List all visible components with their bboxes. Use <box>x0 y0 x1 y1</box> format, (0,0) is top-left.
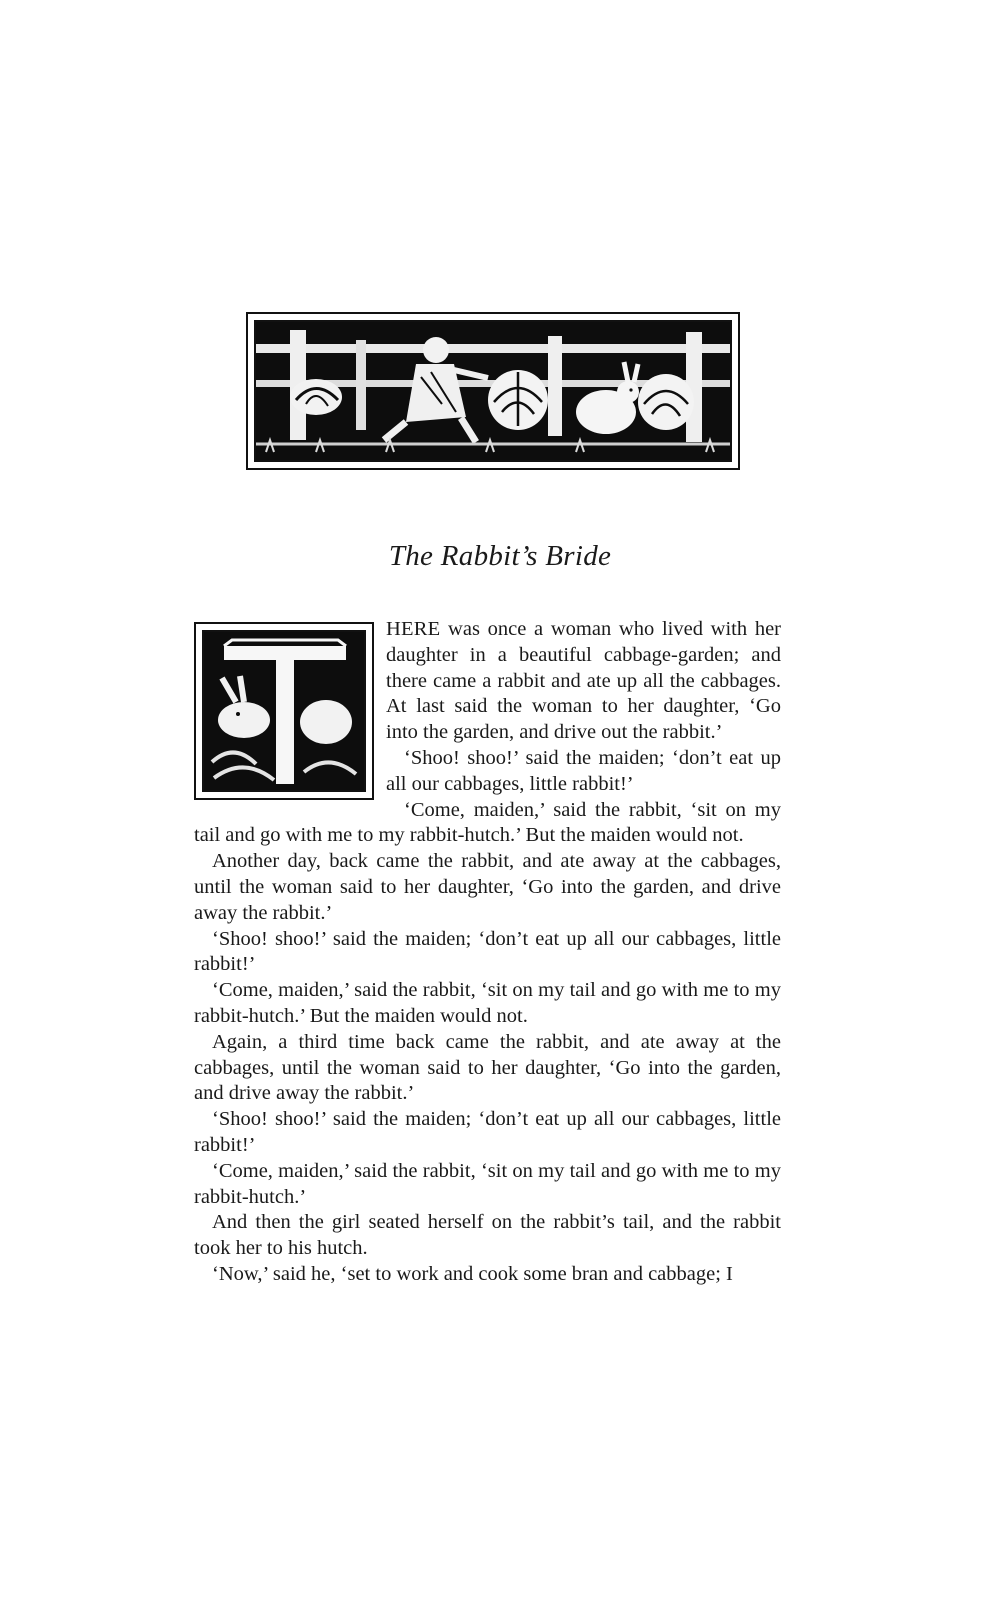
paragraph: And then the girl seated herself on the rabbit’s tail, and the rabbit took her to his hutch. <box>194 1211 781 1260</box>
paragraph: ‘Shoo! shoo!’ said the maiden; ‘don’t eat up all our cabbages, little rabbit!’ <box>194 927 781 976</box>
story-text <box>194 617 781 1288</box>
garden-scene-svg <box>256 322 730 460</box>
opening-initial-rest: HERE <box>386 618 441 640</box>
paragraph: ‘Come, maiden,’ said the rabbit, ‘sit on my tail and go with me to my rabbit-hutch.’ But the maiden would not. <box>194 798 781 847</box>
paragraph: ‘Come, maiden,’ said the rabbit, ‘sit on my tail and go with me to my rabbit-hutch.’ <box>194 1159 781 1208</box>
story-title: The Rabbit’s Bride <box>388 540 612 572</box>
headpiece-illustration <box>246 312 740 470</box>
paragraph: ‘Now,’ said he, ‘set to work and cook some bran and cabbage; I <box>212 1262 733 1285</box>
paragraph: Another day, back came the rabbit, and ate away at the cabbages, until the woman said to her daughter, ‘Go into the garden, and drive away the rabbit.’ <box>194 850 781 924</box>
paragraph: Again, a third time back came the rabbit, and ate away at the cabbages, until the woman said to her daughter, ‘Go into the garden, and drive away the rabbit.’ <box>194 1030 781 1105</box>
paragraph: ‘Shoo! shoo!’ said the maiden; ‘don’t eat up all our cabbages, little rabbit!’ <box>386 746 781 795</box>
opening-text: was once a woman who lived with her daughter in a beautiful cabbage-garden; and there came a rabbit and ate up all the cabbages. At last said the woman to her daughter, ‘Go into the garden, and drive out the rabbit.’ <box>386 618 781 744</box>
paragraph: ‘Come, maiden,’ said the rabbit, ‘sit on my tail and go with me to my rabbit-hutch.’ But the maiden would not. <box>194 979 781 1027</box>
garden-scene-image <box>254 320 732 462</box>
opening-paragraph <box>194 617 781 746</box>
paragraph: ‘Shoo! shoo!’ said the maiden; ‘don’t eat up all our cabbages, little rabbit!’ <box>194 1108 781 1156</box>
